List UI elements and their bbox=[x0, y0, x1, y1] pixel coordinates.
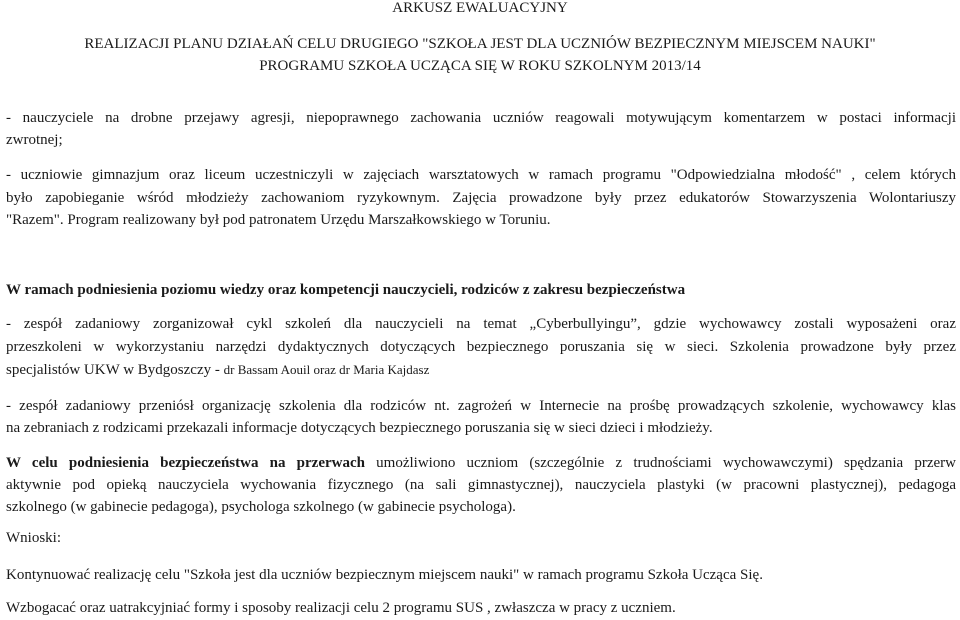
paragraph-5-line-1-rest: umożliwiono uczniom (szczególnie z trudnościami wychowawczymi) spędzania przerw bbox=[364, 455, 956, 471]
section-heading-text: W ramach podniesienia poziomu wiedzy oraz kompetencji nauczycieli, rodziców z zakresu bezpieczeństwa bbox=[6, 282, 686, 298]
paragraph-5-line-3: szkolnego (w gabinecie pedagoga), psychologa szkolnego (w gabinecie psychologa). bbox=[6, 499, 516, 515]
conclusions-label: Wnioski: bbox=[6, 530, 61, 546]
paragraph-2-line-1: - uczniowie gimnazjum oraz liceum uczestniczyli w zajęciach warsztatowych w ramach programu "Odpowiedzialna młodość" , celem których bbox=[6, 167, 956, 183]
section-heading-competencies bbox=[6, 279, 956, 302]
paragraph-2-line-2: było zapobieganie wśród młodzieży zachowaniom ryzykownym. Zajęcia prowadzone były przez edukatorów Stowarzyszenia Wolontariuszy bbox=[6, 190, 956, 206]
paragraph-1-line-1: - nauczyciele na drobne przejawy agresji, niepoprawnego zachowania uczniów reagowali motywującym komentarzem w postaci informacji bbox=[6, 110, 956, 126]
paragraph-1-line-2: zwrotnej; bbox=[6, 132, 63, 148]
paragraph-3-line-2: przeszkoleni w wykorzystaniu narzędzi dydaktycznych dotyczących bezpiecznego poruszania się w sieci. Szkolenia prowadzone były przez bbox=[6, 339, 956, 355]
paragraph-5-line-2: aktywnie pod opieką nauczyciela wychowania fizycznego (na sali gimnastycznej), nauczyciela plastyki (w pracowni plastycznej), pedagoga bbox=[6, 477, 956, 493]
paragraph-2-line-3: "Razem". Program realizowany był pod patronatem Urzędu Marszałkowskiego w Toruniu. bbox=[6, 212, 551, 228]
subtitle-line-1: REALIZACJI PLANU DZIAŁAŃ CELU DRUGIEGO "SZKOŁA JEST DLA UCZNIÓW BEZPIECZNYM MIEJSCEM NAUKI" bbox=[84, 36, 876, 52]
subtitle-line-2: PROGRAMU SZKOŁA UCZĄCA SIĘ W ROKU SZKOLNYM 2013/14 bbox=[259, 58, 701, 74]
paragraph-5-line-1 bbox=[6, 452, 956, 475]
paragraph-3-line-3 bbox=[6, 358, 956, 382]
paragraph-3-line-1: - zespół zadaniowy zorganizował cykl szkoleń dla nauczycieli na temat „Cyberbullyingu”, gdzie wychowawcy zostali wyposażeni oraz bbox=[6, 316, 956, 332]
conclusion-1: Kontynuować realizację celu "Szkoła jest dla uczniów bezpiecznym miejscem nauki" w ramach programu Szkoła Ucząca Się. bbox=[6, 567, 763, 583]
paragraph-3-line-3-text: specjalistów UKW w Bydgoszczy - bbox=[6, 362, 224, 378]
conclusion-2: Wzbogacać oraz uatrakcyjniać formy i sposoby realizacji celu 2 programu SUS , zwłaszcza w pracy z uczniem. bbox=[6, 600, 676, 616]
paragraph-5-bold-lead: W celu podniesienia bezpieczeństwa na przerwach bbox=[6, 455, 365, 471]
paragraph-4-line-1: - zespół zadaniowy przeniósł organizację szkolenia dla rodziców nt. zagrożeń w Internecie na prośbę prowadzących szkolenie, wychowawcy klas bbox=[6, 398, 956, 414]
page-title: ARKUSZ EWALUACYJNY bbox=[392, 0, 568, 16]
paragraph-4-line-2: na zebraniach z rodzicami przekazali informacje dotyczących bezpiecznego poruszania się w sieci dzieci i młodzieży. bbox=[6, 420, 713, 436]
trainers-names: dr Bassam Aouil oraz dr Maria Kajdasz bbox=[223, 362, 430, 377]
